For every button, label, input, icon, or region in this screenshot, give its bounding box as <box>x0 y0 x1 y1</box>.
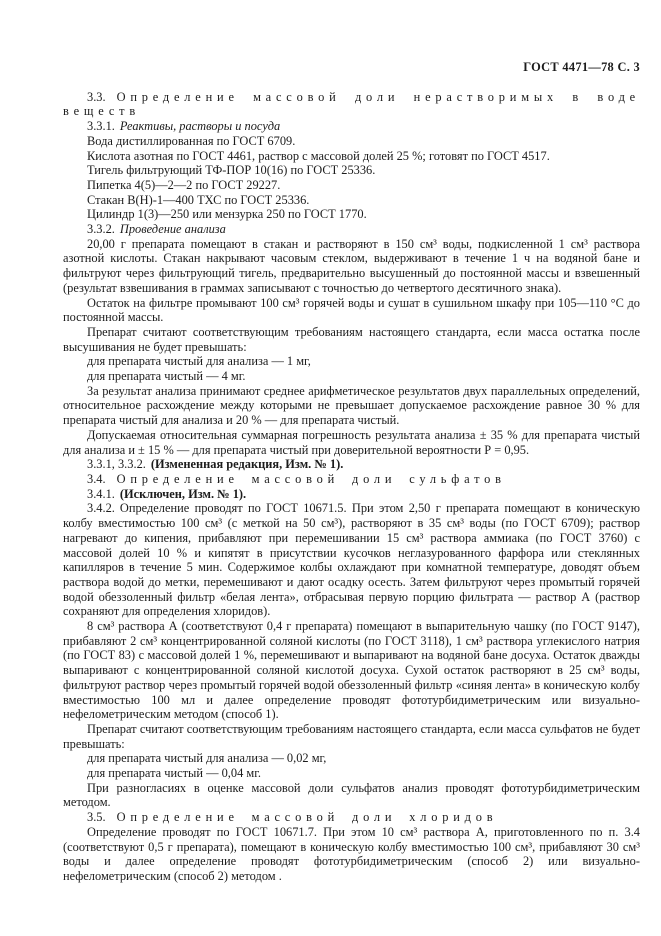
paragraph <box>63 619 640 722</box>
paragraph-text: Кислота азотная по ГОСТ 4461, раствор с массовой долей 25 %; готовят по ГОСТ 4517. <box>87 148 550 163</box>
section-heading-3-5 <box>63 810 640 825</box>
paragraph <box>63 781 640 810</box>
paragraph-text: Цилиндр 1(3)—250 или мензурка 250 по ГОСТ 1770. <box>87 207 367 222</box>
clause-title-text: Реактивы, растворы и посуда <box>119 119 281 134</box>
reagent-item <box>63 193 640 208</box>
amendment-note-3-3 <box>63 457 640 472</box>
paragraph <box>63 237 640 296</box>
paragraph-text: Допускаемая относительная суммарная погрешность результата анализа ± 35 % для препарата чистый для анализа и ± 15 % — для препарата чистый при доверительной вероятности Р = 0,95. <box>63 427 640 457</box>
paragraph-text: для препарата чистый для анализа — 1 мг, <box>87 354 311 369</box>
paragraph-text: Тигель фильтрующий ТФ-ПОР 10(16) по ГОСТ 25336. <box>87 163 376 178</box>
paragraph-text: Определение проводят по ГОСТ 10671.5. При этом 2,50 г препарата помещают в коническую колбу вместимостью 100 см³ (с меткой на 50 см³), растворяют в 35 см³ воды (по ГОСТ 6709); раствор нагревают до кипения, прибавляют при перемешивании 15 см³ раствора аммиака (по ГОСТ 3760) с массовой долей 10 % и кипятят в присутствии кусочков неглазурованного фарфора или стеклянных капилляров в течение 5 мин. Содержимое колбы охлаждают при комнатной температуре, доводят объем раствора водой до метки, перемешивают и дают осадку осесть. Затем фильтруют через промытый горячей водой обеззоленный фильтр «белая лента», отбрасывая первую порцию фильтрата — раствор А (раствор сохраняют для определения хлоридов). <box>63 501 640 619</box>
paragraph-text: 8 см³ раствора А (соответствуют 0,4 г препарата) помещают в выпарительную чашку (по ГОСТ 9147), прибавляют 2 см³ концентрированной соляной кислоты (по ГОСТ 3118), 1 см³ раствора углекислого натрия (по ГОСТ 83) с массовой долей 1 %, перемешивают и выпаривают на водяной бане досуха. Остаток дважды выпаривают с концентрированной соляной кислотой досуха. Сухой остаток растворяют в 25 см³ воды, фильтруют раствор через промытый горячей водой обеззоленный фильтр «синяя лента» в коническую колбу вместимостью 100 мл и далее определение проводят фототурбидиметрическим или визуально-нефелометрическим методом (способ 1). <box>63 619 640 722</box>
paragraph-text: За результат анализа принимают среднее арифметическое результатов двух параллельных определений, относительное расхождение между которыми не превышает допускаемое расхождение равное 30 % для препарата чистый для анализа и 20 % — для препарата чистый. <box>63 383 640 428</box>
clause-number: 3.3.1, 3.3.2. <box>87 457 146 472</box>
clause-title-text: Проведение анализа <box>119 222 226 237</box>
limit-item <box>63 369 640 384</box>
paragraph <box>63 825 640 884</box>
section-heading-text: Определение массовой доли нерастворимых в воде веществ <box>63 89 640 119</box>
paragraph-text: для препарата чистый — 4 мг. <box>87 369 246 384</box>
paragraph-text: Вода дистиллированная по ГОСТ 6709. <box>87 133 296 148</box>
clause-3-3-1-title <box>63 119 640 134</box>
amendment-text: (Исключен, Изм. № 1). <box>119 486 247 501</box>
section-heading-text: Определение массовой доли сульфатов <box>116 471 506 486</box>
amendment-note-3-4-1 <box>63 487 640 502</box>
paragraph-text: Препарат считают соответствующим требованиям настоящего стандарта, если масса сульфатов не будет превышать: <box>63 721 640 751</box>
clause-number: 3.3.1. <box>87 119 115 134</box>
section-heading-3-3 <box>63 90 640 119</box>
clause-number: 3.5. <box>87 810 106 825</box>
section-heading-text: Определение массовой доли хлоридов <box>116 810 498 825</box>
paragraph-text: Пипетка 4(5)—2—2 по ГОСТ 29227. <box>87 177 281 192</box>
limit-item <box>63 354 640 369</box>
clause-number: 3.3. <box>87 89 106 104</box>
clause-3-3-2-title <box>63 222 640 237</box>
clause-number: 3.4. <box>87 471 106 486</box>
amendment-text: (Измененная редакция, Изм. № 1). <box>150 457 344 472</box>
paragraph-text: При разногласиях в оценке массовой доли сульфатов анализ проводят фототурбидиметрическим методом. <box>63 780 640 810</box>
section-heading-3-4 <box>63 472 640 487</box>
reagent-item <box>63 163 640 178</box>
paragraph-text: Остаток на фильтре промывают 100 см³ горячей воды и сушат в сушильном шкафу при 105—110 °С до постоянной массы. <box>63 295 640 325</box>
paragraph-text: Стакан В(Н)-1—400 ТХС по ГОСТ 25336. <box>87 192 310 207</box>
clause-number: 3.4.2. <box>87 501 115 516</box>
clause-number: 3.3.2. <box>87 222 115 237</box>
paragraph-text: Определение проводят по ГОСТ 10671.7. При этом 10 см³ раствора А, приготовленного по п. 3.4 (соответствуют 0,5 г препарата), помещают в коническую колбу вместимостью 100 см³, прибавляют 30 см³ воды и далее определение проводят фототурбидиметрическим (способ 2) или визуально-нефелометрическим (способ 2) методом . <box>63 824 640 883</box>
limit-item <box>63 751 640 766</box>
paragraph-text: 20,00 г препарата помещают в стакан и растворяют в 150 см³ воды, подкисленной 1 см³ раствора азотной кислоты. Стакан накрывают часовым стеклом, выдерживают в течение 1 ч на водяной бане и фильтруют через фильтрующий тигель, предварительно высушенный до постоянной массы и взвешенный (результат взвешивания в граммах записывают с точностью до четвертого десятичного знака). <box>63 236 640 295</box>
paragraph <box>63 296 640 325</box>
reagent-item <box>63 134 640 149</box>
paragraph <box>63 325 640 354</box>
reagent-item <box>63 207 640 222</box>
limit-item <box>63 766 640 781</box>
page-header: ГОСТ 4471—78 С. 3 <box>523 60 640 74</box>
paragraph-text: Препарат считают соответствующим требованиям настоящего стандарта, если масса остатка после высушивания не будет превышать: <box>63 324 640 354</box>
paragraph-text: для препарата чистый — 0,04 мг. <box>87 766 262 781</box>
paragraph <box>63 428 640 457</box>
paragraph <box>63 501 640 619</box>
paragraph-text: для препарата чистый для анализа — 0,02 мг, <box>87 751 327 766</box>
reagent-item <box>63 178 640 193</box>
paragraph <box>63 722 640 751</box>
paragraph <box>63 384 640 428</box>
reagent-item <box>63 149 640 164</box>
clause-number: 3.4.1. <box>87 486 115 501</box>
